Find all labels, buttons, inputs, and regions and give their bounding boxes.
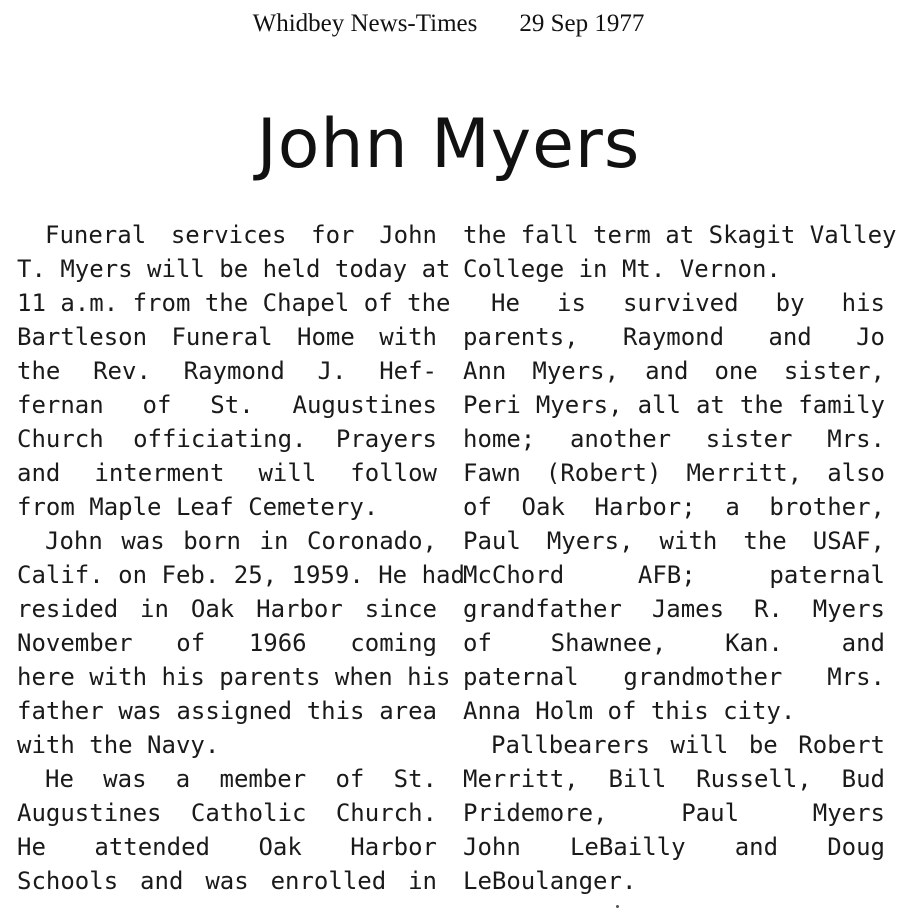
article-line: Augustines Catholic Church.: [17, 799, 437, 827]
article-line: John was born in Coronado,: [45, 527, 437, 555]
publication-date: 29 Sep 1977: [519, 10, 645, 37]
article-line: parents, Raymond and Jo: [463, 323, 885, 351]
article-line: Ann Myers, and one sister,: [463, 357, 885, 385]
article-line: College in Mt. Vernon.: [463, 255, 781, 283]
article-line: He is survived by his: [491, 289, 885, 317]
article-line: Peri Myers, all at the family: [463, 391, 885, 419]
article-line: Church officiating. Prayers: [17, 425, 437, 453]
article-line: Pridemore, Paul Myers: [463, 799, 885, 827]
article-line: of Oak Harbor; a brother,: [463, 493, 885, 521]
article-line: John LeBailly and Doug: [463, 833, 885, 861]
article-line: Anna Holm of this city.: [463, 697, 796, 725]
article-line: 11 a.m. from the Chapel of the: [17, 289, 451, 317]
article-line: Schools and was enrolled in: [17, 867, 437, 895]
article-column-left: [17, 218, 465, 898]
article-line: T. Myers will be held today at: [17, 255, 451, 283]
article-line: Pallbearers will be Robert: [491, 731, 885, 759]
article-line: resided in Oak Harbor since: [17, 595, 437, 623]
article-line: McChord AFB; paternal: [463, 561, 885, 589]
publication-name: Whidbey News-Times: [252, 10, 478, 37]
article-line: Funeral services for John: [45, 221, 437, 249]
article-line: with the Navy.: [17, 731, 220, 759]
article-line: from Maple Leaf Cemetery.: [17, 493, 379, 521]
article-column-right: [463, 218, 897, 898]
article-line: He attended Oak Harbor: [17, 833, 437, 861]
article-line: the Rev. Raymond J. Hef-: [17, 357, 437, 385]
article-line: here with his parents when his: [17, 663, 451, 691]
article-line: Bartleson Funeral Home with: [17, 323, 437, 351]
article-line: father was assigned this area: [17, 697, 437, 725]
page-title: John Myers: [256, 105, 641, 184]
article-line: of Shawnee, Kan. and: [463, 629, 885, 657]
article-line: and interment will follow: [17, 459, 437, 487]
article-line: November of 1966 coming: [17, 629, 437, 657]
article-line: the fall term at Skagit Valley: [463, 221, 897, 249]
article-line: fernan of St. Augustines: [17, 391, 437, 419]
article-line: He was a member of St.: [45, 765, 437, 793]
print-speck: [616, 905, 619, 908]
article-line: Fawn (Robert) Merritt, also: [463, 459, 885, 487]
article-line: Paul Myers, with the USAF,: [463, 527, 885, 555]
article-line: paternal grandmother Mrs.: [463, 663, 885, 691]
article-line: Merritt, Bill Russell, Bud: [463, 765, 885, 793]
article-line: Calif. on Feb. 25, 1959. He had: [17, 561, 465, 589]
masthead: [0, 8, 897, 40]
article-line: home; another sister Mrs.: [463, 425, 885, 453]
article-line: grandfather James R. Myers: [463, 595, 885, 623]
article-line: LeBoulanger.: [463, 867, 637, 895]
